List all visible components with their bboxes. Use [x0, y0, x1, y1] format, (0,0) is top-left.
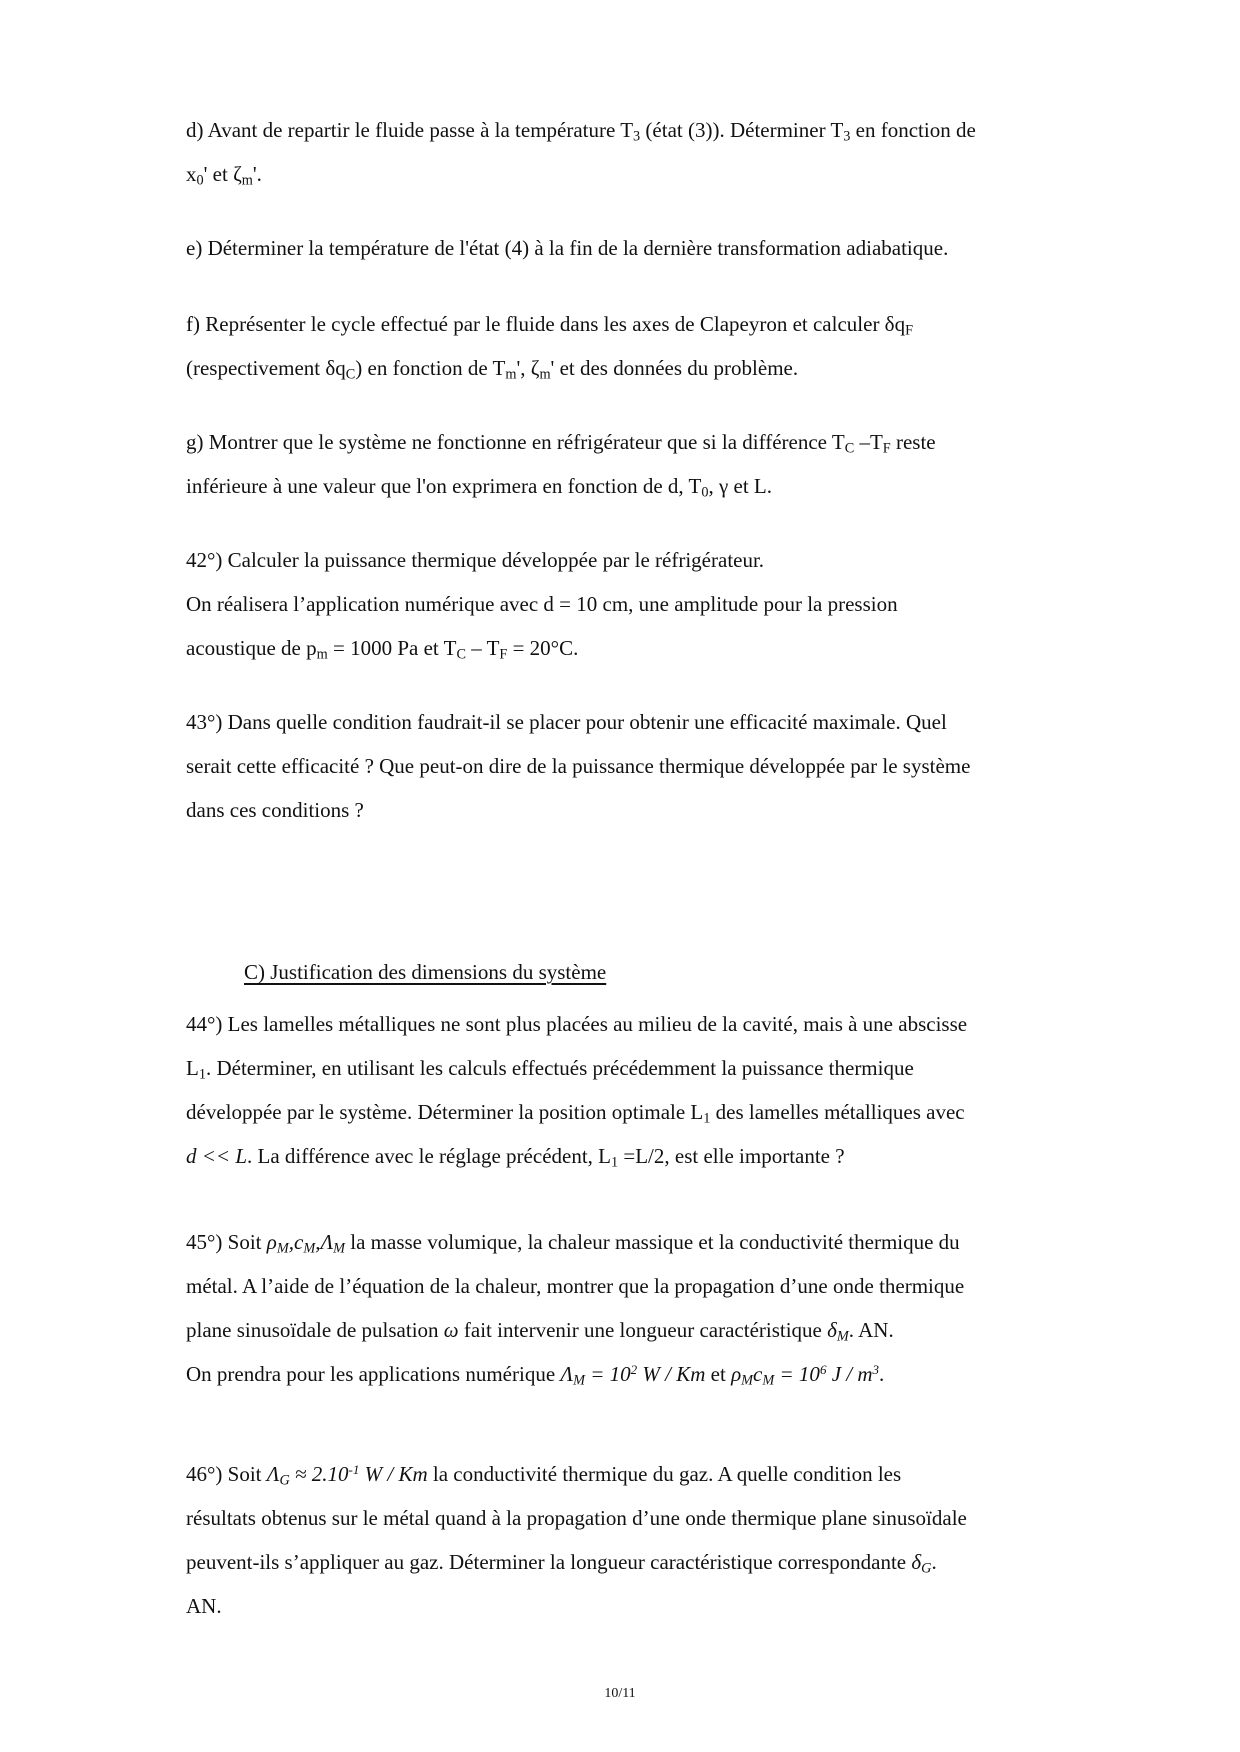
- math-delta-m: [827, 1318, 849, 1345]
- text: en fonction de: [850, 118, 976, 142]
- subscript: C: [844, 440, 855, 457]
- text: f) Représenter le cycle effectué par le fluide dans les axes de Clapeyron et calculer δq: [186, 312, 906, 336]
- question-46-line-1: [186, 1452, 1134, 1496]
- question-46: [186, 1452, 1134, 1628]
- subscript: G: [921, 1560, 932, 1577]
- page-number: 10/11: [604, 1686, 636, 1701]
- symbol: = 10: [774, 1362, 820, 1386]
- symbol: = 10: [584, 1362, 631, 1386]
- symbol: Λ: [560, 1362, 574, 1386]
- question-46-line-2: résultats obtenus sur le métal quand à la propagation d’une onde thermique plane sinusoïdale: [186, 1506, 967, 1530]
- text: ' et ζ: [203, 162, 242, 186]
- text: développée par le système. Déterminer la position optimale L: [186, 1100, 704, 1124]
- text: On prendra pour les applications numérique: [186, 1362, 561, 1386]
- question-46-line-3: [186, 1540, 1134, 1584]
- paragraph-e-line-1: e) Déterminer la température de l'état (4) à la fin de la dernière transformation adiabatique.: [186, 236, 949, 260]
- paragraph-f-line-1: [186, 302, 1134, 346]
- text: . Déterminer, en utilisant les calculs effectués précédemment la puissance thermique: [205, 1056, 914, 1080]
- subscript: 0: [701, 484, 709, 501]
- text: . La différence avec le réglage précédent, L: [247, 1144, 611, 1168]
- subscript: M: [836, 1328, 849, 1345]
- question-44-line-3: [186, 1090, 1134, 1134]
- subscript: F: [499, 646, 508, 663]
- superscript: 6: [819, 1361, 827, 1377]
- text: , γ et L.: [708, 474, 773, 498]
- text: g) Montrer que le système ne fonctionne en réfrigérateur que si la différence T: [186, 430, 845, 454]
- symbol: c: [753, 1362, 763, 1386]
- question-43-line-2: serait cette efficacité ? Que peut-on dire de la puissance thermique développée par le système: [186, 754, 971, 778]
- paragraph-d-line-2: [186, 152, 1134, 196]
- subscript: m: [505, 366, 517, 383]
- question-44-line-1: 44°) Les lamelles métalliques ne sont plus placées au milieu de la cavité, mais à une abscisse: [186, 1012, 968, 1036]
- superscript: 3: [872, 1361, 880, 1377]
- symbol: W / Km: [637, 1362, 706, 1386]
- subscript: M: [276, 1240, 289, 1257]
- paragraph-g: [186, 420, 1134, 508]
- symbol: ,c: [288, 1230, 304, 1254]
- question-45-line-1: [186, 1220, 1134, 1264]
- subscript: G: [279, 1472, 290, 1489]
- question-42: [186, 538, 1134, 670]
- subscript: m: [539, 366, 551, 383]
- question-45-line-3: [186, 1308, 1134, 1352]
- subscript: 3: [633, 128, 641, 145]
- subscript: M: [762, 1372, 775, 1389]
- text: reste: [890, 430, 936, 454]
- question-42-line-1: 42°) Calculer la puissance thermique développée par le réfrigérateur.: [186, 548, 765, 572]
- symbol: ρ: [731, 1362, 742, 1386]
- symbol: ,Λ: [315, 1230, 334, 1254]
- text: plane sinusoïdale de pulsation: [186, 1318, 444, 1342]
- question-45-line-4: [186, 1352, 1134, 1396]
- text: la conductivité thermique du gaz. A quelle condition les: [427, 1462, 902, 1486]
- subscript: m: [316, 646, 328, 663]
- symbol: δ: [911, 1550, 922, 1574]
- paragraph-g-line-2: [186, 464, 1134, 508]
- paragraph-d: [186, 108, 1134, 196]
- text: peuvent-ils s’appliquer au gaz. Déterminer la longueur caractéristique correspondante: [186, 1550, 912, 1574]
- math-omega: ω: [443, 1318, 459, 1342]
- paragraph-f-line-2: [186, 346, 1134, 390]
- text: la masse volumique, la chaleur massique et la conductivité thermique du: [345, 1230, 960, 1254]
- question-43-line-3: dans ces conditions ?: [186, 798, 364, 822]
- subscript: 1: [611, 1154, 619, 1171]
- subscript: m: [241, 172, 253, 189]
- subscript: M: [741, 1372, 754, 1389]
- text: . AN.: [848, 1318, 894, 1342]
- paragraph-d-line-1: [186, 108, 1134, 152]
- subscript: C: [456, 646, 466, 663]
- text: acoustique de p: [186, 636, 317, 660]
- paragraph-f: [186, 302, 1134, 390]
- text: ' et des données du problème.: [550, 356, 799, 380]
- text: –T: [854, 430, 883, 454]
- text: inférieure à une valeur que l'on exprimera en fonction de d, T: [186, 474, 702, 498]
- text: .: [879, 1362, 885, 1386]
- text: ', ζ: [516, 356, 540, 380]
- symbol: ≈ 2.10: [289, 1462, 349, 1486]
- text: 45°) Soit: [186, 1230, 267, 1254]
- math-rho-c-value: [731, 1361, 880, 1389]
- question-44-line-4: [186, 1134, 1134, 1178]
- section-heading: C) Justification des dimensions du système: [244, 960, 607, 984]
- superscript: 2: [630, 1361, 638, 1377]
- math-delta-g: [911, 1550, 932, 1577]
- text: fait intervenir une longueur caractéristique: [458, 1318, 828, 1342]
- text: des lamelles métalliques avec: [710, 1100, 965, 1124]
- symbol: J / m: [826, 1362, 873, 1386]
- text: (respectivement δq: [186, 356, 346, 380]
- question-43: [186, 700, 1134, 832]
- subscript: C: [345, 366, 356, 383]
- subscript: M: [333, 1240, 346, 1257]
- text: '.: [252, 162, 262, 186]
- text: ) en fonction de T: [355, 356, 506, 380]
- text: (état (3)). Déterminer T: [640, 118, 844, 142]
- subscript: 1: [198, 1066, 206, 1083]
- question-45: [186, 1220, 1134, 1396]
- math-lambda-g-value: [266, 1461, 428, 1489]
- question-44-line-2: [186, 1046, 1134, 1090]
- text: x: [186, 162, 197, 186]
- question-43-line-1: 43°) Dans quelle condition faudrait-il se placer pour obtenir une efficacité maximale. Quel: [186, 710, 947, 734]
- text: 46°) Soit: [186, 1462, 267, 1486]
- text: = 1000 Pa et T: [327, 636, 457, 660]
- math-inequality: d << L: [186, 1144, 248, 1168]
- text: = 20°C.: [507, 636, 579, 660]
- symbol: δ: [827, 1318, 837, 1342]
- question-46-line-4: AN.: [186, 1594, 222, 1618]
- text: =L/2, est elle importante ?: [618, 1144, 845, 1168]
- math-rho-c-lambda: [266, 1230, 346, 1257]
- symbol: W / Km: [359, 1462, 428, 1486]
- subscript: F: [905, 322, 914, 339]
- question-44: [186, 1002, 1134, 1178]
- text: et: [705, 1362, 732, 1386]
- subscript: M: [303, 1240, 316, 1257]
- subscript: 3: [843, 128, 851, 145]
- subscript: 1: [703, 1110, 711, 1127]
- symbol: ρ: [266, 1230, 277, 1254]
- question-42-line-3: [186, 626, 1134, 670]
- superscript: -1: [348, 1461, 360, 1477]
- text: – T: [465, 636, 500, 660]
- question-45-line-2: métal. A l’aide de l’équation de la chaleur, montrer que la propagation d’une onde thermique: [186, 1274, 965, 1298]
- question-42-line-2: On réalisera l’application numérique avec d = 10 cm, une amplitude pour la pression: [186, 592, 898, 616]
- subscript: M: [573, 1372, 585, 1389]
- text: L: [186, 1056, 199, 1080]
- text: .: [931, 1550, 937, 1574]
- text: d) Avant de repartir le fluide passe à la température T: [186, 118, 634, 142]
- subscript: 0: [196, 172, 204, 189]
- subscript: F: [882, 440, 891, 457]
- symbol: Λ: [266, 1462, 280, 1486]
- paragraph-e: [186, 226, 1134, 270]
- paragraph-g-line-1: [186, 420, 1134, 464]
- math-lambda-m-value: [560, 1361, 706, 1389]
